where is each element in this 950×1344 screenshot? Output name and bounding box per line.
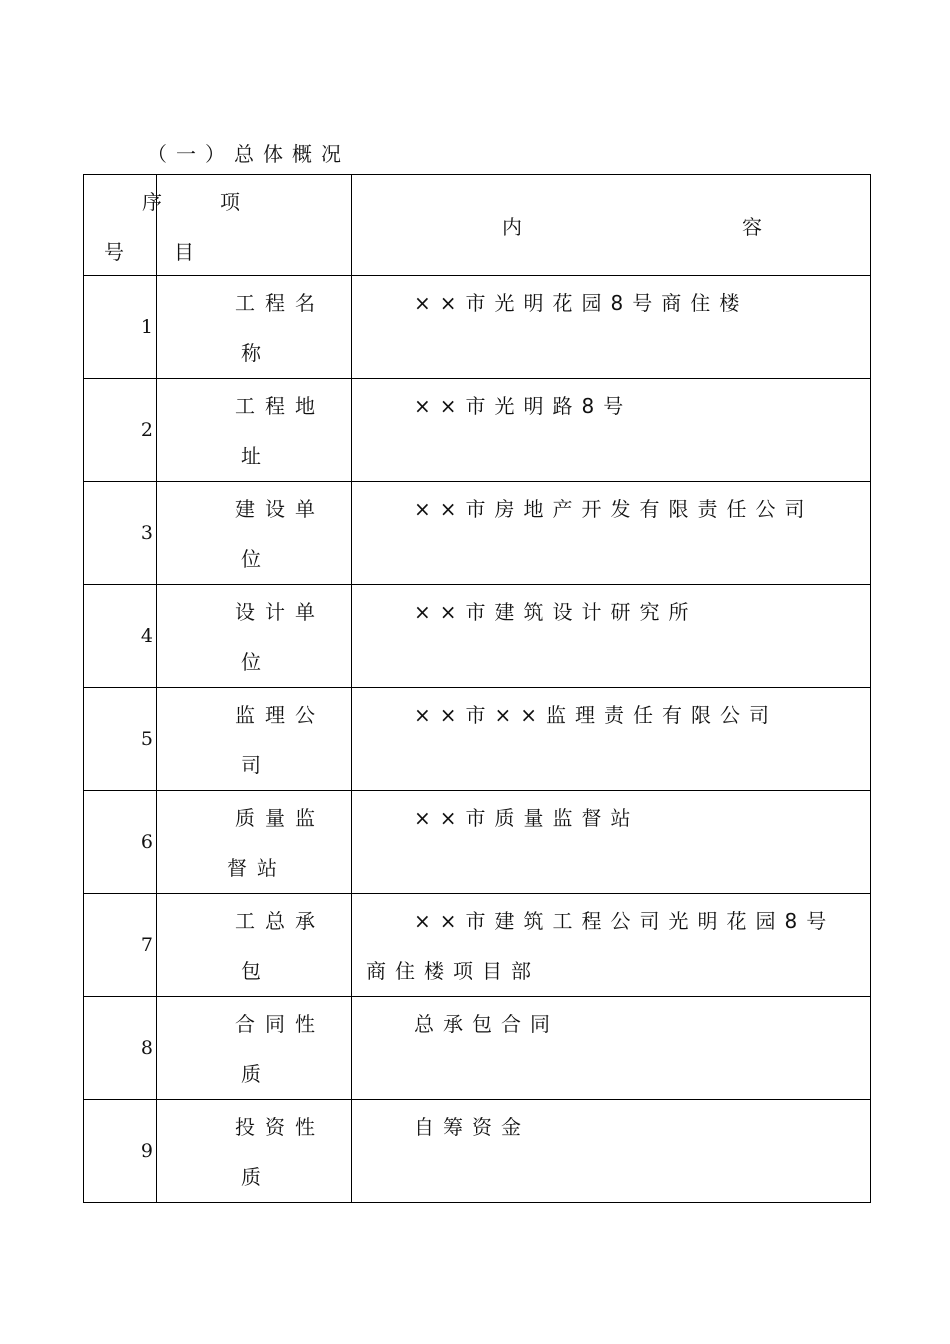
row-number: 8 <box>84 997 157 1100</box>
row-content: ××市建筑设计研究所 <box>352 585 871 688</box>
row-content: ××市光明花园8号商住楼 <box>352 276 871 379</box>
table-row <box>84 791 871 894</box>
table-row <box>84 276 871 379</box>
row-item-line1: 合同性 <box>235 1012 325 1036</box>
row-item <box>157 379 352 482</box>
row-item-line2: 位 <box>241 547 271 571</box>
table-row <box>84 482 871 585</box>
row-item-line1: 工总承 <box>235 909 325 933</box>
row-item-line1: 建设单 <box>235 497 325 521</box>
row-number: 1 <box>84 276 157 379</box>
row-number: 7 <box>84 894 157 997</box>
row-item-line1: 质量监 <box>235 806 325 830</box>
row-item <box>157 894 352 997</box>
row-item <box>157 1100 352 1203</box>
header-content-right: 容 <box>742 215 762 239</box>
row-item-line2: 督站 <box>227 856 287 880</box>
header-cell-item <box>157 175 352 276</box>
header-no-top: 序 <box>142 190 162 214</box>
row-item-line1: 监理公 <box>235 703 325 727</box>
overview-table <box>83 174 871 1203</box>
row-item-line1: 设计单 <box>235 600 325 624</box>
row-item <box>157 997 352 1100</box>
row-item-line1: 工程名 <box>235 291 325 315</box>
table-row <box>84 894 871 997</box>
row-number: 4 <box>84 585 157 688</box>
table-header-row <box>84 175 871 276</box>
row-item-line1: 工程地 <box>235 394 325 418</box>
table-row <box>84 688 871 791</box>
row-item-line2: 址 <box>241 444 271 468</box>
row-item <box>157 585 352 688</box>
row-number: 3 <box>84 482 157 585</box>
row-item-line2: 包 <box>241 959 271 983</box>
row-item <box>157 276 352 379</box>
row-content: 总承包合同 <box>352 997 871 1100</box>
row-item <box>157 791 352 894</box>
header-content-left: 内 <box>502 215 522 239</box>
row-item <box>157 688 352 791</box>
header-cell-content <box>352 175 871 276</box>
header-no-bottom: 号 <box>104 240 124 264</box>
row-content: ××市质量监督站 <box>352 791 871 894</box>
header-item-bottom: 目 <box>174 240 194 264</box>
row-content: ××市光明路8号 <box>352 379 871 482</box>
row-item-line2: 位 <box>241 650 271 674</box>
row-item-line2: 司 <box>241 753 271 777</box>
row-item-line2: 质 <box>241 1062 271 1086</box>
row-content: ××市建筑工程公司光明花园8号商住楼项目部 <box>352 894 871 997</box>
row-item-line2: 质 <box>241 1165 271 1189</box>
header-cell-no <box>84 175 162 276</box>
row-number: 9 <box>84 1100 157 1203</box>
table-row <box>84 379 871 482</box>
table-row <box>84 1100 871 1203</box>
table-row <box>84 997 871 1100</box>
row-item-line1: 投资性 <box>235 1115 325 1139</box>
header-item-top: 项 <box>220 190 240 214</box>
section-title: （一）总体概况 <box>147 142 350 166</box>
row-item-line2: 称 <box>241 341 271 365</box>
row-content: ××市房地产开发有限责任公司 <box>352 482 871 585</box>
row-number: 5 <box>84 688 157 791</box>
table-row <box>84 585 871 688</box>
row-content: ××市××监理责任有限公司 <box>352 688 871 791</box>
row-item <box>157 482 352 585</box>
row-number: 6 <box>84 791 157 894</box>
row-number: 2 <box>84 379 157 482</box>
row-content: 自筹资金 <box>352 1100 871 1203</box>
